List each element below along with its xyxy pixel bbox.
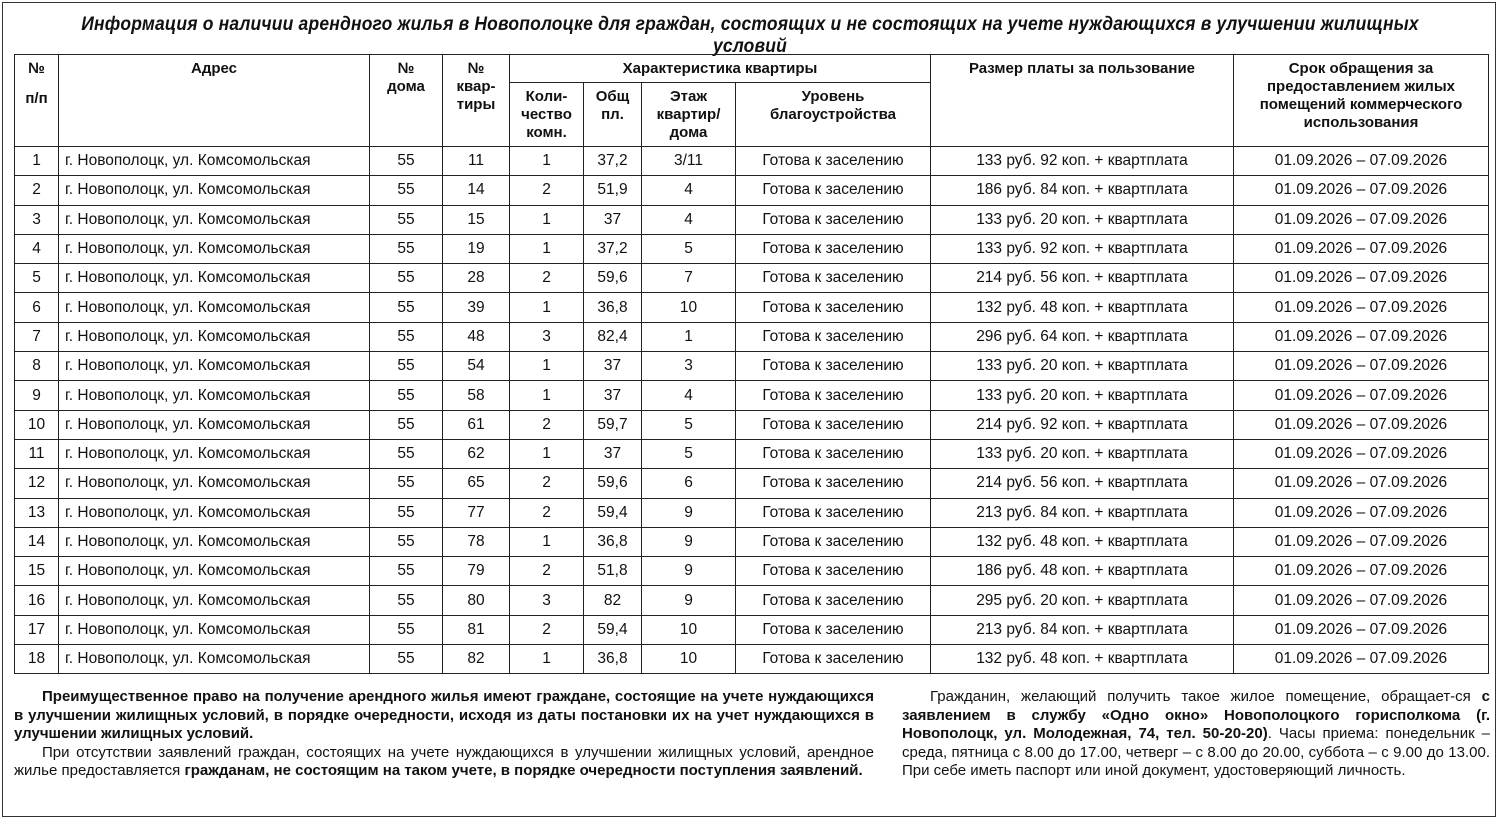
row-number-cell: 9 (15, 381, 59, 410)
address-cell: г. Новополоцк, ул. Комсомольская (59, 557, 370, 586)
rooms-cell: 2 (510, 264, 584, 293)
address-cell: г. Новополоцк, ул. Комсомольская (59, 205, 370, 234)
rooms-cell: 2 (510, 176, 584, 205)
table-row (15, 176, 1489, 205)
area-cell: 82,4 (584, 322, 642, 351)
header-term: Срок обращения за предоставлением жилых помещений коммерческого использования (1234, 55, 1489, 147)
rooms-cell: 1 (510, 293, 584, 322)
floor-cell: 9 (642, 586, 736, 615)
fee-cell: 213 руб. 84 коп. + квартплата (931, 615, 1234, 644)
rooms-cell: 1 (510, 147, 584, 176)
table-row (15, 147, 1489, 176)
amenities-cell: Готова к заселению (736, 293, 931, 322)
floor-cell: 4 (642, 205, 736, 234)
rooms-cell: 2 (510, 557, 584, 586)
header-amenities-level: Уровень благоустройства (736, 83, 931, 147)
address-cell: г. Новополоцк, ул. Комсомольская (59, 176, 370, 205)
area-cell: 59,7 (584, 410, 642, 439)
house-cell: 55 (370, 645, 443, 674)
house-cell: 55 (370, 264, 443, 293)
table-row (15, 645, 1489, 674)
amenities-cell: Готова к заселению (736, 586, 931, 615)
fee-cell: 132 руб. 48 коп. + квартплата (931, 293, 1234, 322)
address-cell: г. Новополоцк, ул. Комсомольская (59, 381, 370, 410)
area-cell: 51,9 (584, 176, 642, 205)
floor-cell: 6 (642, 469, 736, 498)
area-cell: 37 (584, 381, 642, 410)
apartment-cell: 58 (443, 381, 510, 410)
table-row (15, 410, 1489, 439)
amenities-cell: Готова к заселению (736, 147, 931, 176)
house-cell: 55 (370, 176, 443, 205)
floor-cell: 5 (642, 439, 736, 468)
header-apartment-characteristics: Характеристика квартиры (510, 55, 931, 83)
floor-cell: 7 (642, 264, 736, 293)
table-row (15, 234, 1489, 263)
header-address: Адрес (59, 55, 370, 147)
housing-table (14, 54, 1489, 674)
amenities-cell: Готова к заселению (736, 381, 931, 410)
row-number-cell: 10 (15, 410, 59, 439)
house-cell: 55 (370, 527, 443, 556)
fee-cell: 133 руб. 92 коп. + квартплата (931, 147, 1234, 176)
rooms-cell: 2 (510, 498, 584, 527)
table-row (15, 527, 1489, 556)
row-number-cell: 6 (15, 293, 59, 322)
area-cell: 37 (584, 352, 642, 381)
term-cell: 01.09.2026 – 07.09.2026 (1234, 439, 1489, 468)
area-cell: 37,2 (584, 234, 642, 263)
fee-cell: 132 руб. 48 коп. + квартплата (931, 527, 1234, 556)
row-number-cell: 18 (15, 645, 59, 674)
amenities-cell: Готова к заселению (736, 234, 931, 263)
table-row (15, 293, 1489, 322)
row-number-cell: 8 (15, 352, 59, 381)
rooms-cell: 1 (510, 381, 584, 410)
apartment-cell: 81 (443, 615, 510, 644)
term-cell: 01.09.2026 – 07.09.2026 (1234, 352, 1489, 381)
row-number-cell: 11 (15, 439, 59, 468)
fee-cell: 133 руб. 20 коп. + квартплата (931, 381, 1234, 410)
fee-cell: 214 руб. 56 коп. + квартплата (931, 469, 1234, 498)
apartment-cell: 78 (443, 527, 510, 556)
floor-cell: 5 (642, 234, 736, 263)
fee-cell: 213 руб. 84 коп. + квартплата (931, 498, 1234, 527)
apartment-cell: 61 (443, 410, 510, 439)
fee-cell: 186 руб. 84 коп. + квартплата (931, 176, 1234, 205)
rooms-cell: 3 (510, 586, 584, 615)
apartment-cell: 14 (443, 176, 510, 205)
house-cell: 55 (370, 205, 443, 234)
priority-note: Преимущественное право на получение арендного жилья имеют граждане, состоящие на учете нуждающихся в улучшении жилищных условий, в порядке очередности, исходя из даты постановки их на учет нуждающихся в улучшении жилищных условий. (14, 688, 874, 742)
page-title: Информация о наличии арендного жилья в Новополоцке для граждан, состоящих и не состоящих на учете нуждающихся в улучшении жилищных условий (81, 14, 1419, 57)
address-cell: г. Новополоцк, ул. Комсомольская (59, 293, 370, 322)
floor-cell: 10 (642, 293, 736, 322)
rooms-cell: 1 (510, 205, 584, 234)
apartment-cell: 54 (443, 352, 510, 381)
row-number-cell: 5 (15, 264, 59, 293)
area-cell: 59,6 (584, 264, 642, 293)
apartment-cell: 82 (443, 645, 510, 674)
address-cell: г. Новополоцк, ул. Комсомольская (59, 498, 370, 527)
floor-cell: 9 (642, 498, 736, 527)
notes-right (902, 688, 1490, 781)
floor-cell: 5 (642, 410, 736, 439)
fee-cell: 296 руб. 64 коп. + квартплата (931, 322, 1234, 351)
table-row (15, 557, 1489, 586)
area-cell: 36,8 (584, 645, 642, 674)
fee-cell: 133 руб. 92 коп. + квартплата (931, 234, 1234, 263)
amenities-cell: Готова к заселению (736, 264, 931, 293)
house-cell: 55 (370, 586, 443, 615)
house-cell: 55 (370, 352, 443, 381)
apartment-cell: 39 (443, 293, 510, 322)
term-cell: 01.09.2026 – 07.09.2026 (1234, 498, 1489, 527)
fee-cell: 132 руб. 48 коп. + квартплата (931, 645, 1234, 674)
fee-cell: 186 руб. 48 коп. + квартплата (931, 557, 1234, 586)
term-cell: 01.09.2026 – 07.09.2026 (1234, 381, 1489, 410)
amenities-cell: Готова к заселению (736, 615, 931, 644)
area-cell: 37 (584, 439, 642, 468)
address-cell: г. Новополоцк, ул. Комсомольская (59, 147, 370, 176)
house-cell: 55 (370, 469, 443, 498)
term-cell: 01.09.2026 – 07.09.2026 (1234, 293, 1489, 322)
floor-cell: 10 (642, 645, 736, 674)
amenities-cell: Готова к заселению (736, 410, 931, 439)
fee-cell: 133 руб. 20 коп. + квартплата (931, 205, 1234, 234)
header-apartment-number: № квар- тиры (443, 55, 510, 147)
area-cell: 51,8 (584, 557, 642, 586)
area-cell: 36,8 (584, 293, 642, 322)
amenities-cell: Готова к заселению (736, 352, 931, 381)
amenities-cell: Готова к заселению (736, 439, 931, 468)
table-row (15, 615, 1489, 644)
amenities-cell: Готова к заселению (736, 498, 931, 527)
house-cell: 55 (370, 322, 443, 351)
apartment-cell: 28 (443, 264, 510, 293)
address-cell: г. Новополоцк, ул. Комсомольская (59, 264, 370, 293)
house-cell: 55 (370, 147, 443, 176)
area-cell: 37 (584, 205, 642, 234)
table-row (15, 322, 1489, 351)
application-note: Гражданин, желающий получить такое жилое помещение, обращает-ся с заявлением в службу «Одно окно» Новополоцкого горисполкома (г. Новополоцк, ул. Молодежная, 74, тел. 50-20-20). Часы приема: понедельник – среда, пятница с 8.00 до 17.00, четверг – с 8.00 до 20.00, суббота – с 9.00 до 13.00. При себе иметь паспорт или иной документ, удостоверяющий личность. (902, 688, 1490, 779)
header-fee: Размер платы за пользование (931, 55, 1234, 147)
floor-cell: 3 (642, 352, 736, 381)
apartment-cell: 77 (443, 498, 510, 527)
table-row (15, 381, 1489, 410)
area-cell: 82 (584, 586, 642, 615)
floor-cell: 9 (642, 557, 736, 586)
row-number-cell: 3 (15, 205, 59, 234)
rooms-cell: 2 (510, 469, 584, 498)
amenities-cell: Готова к заселению (736, 527, 931, 556)
address-cell: г. Новополоцк, ул. Комсомольская (59, 352, 370, 381)
house-cell: 55 (370, 381, 443, 410)
area-cell: 59,4 (584, 498, 642, 527)
apartment-cell: 11 (443, 147, 510, 176)
rooms-cell: 1 (510, 439, 584, 468)
floor-cell: 9 (642, 527, 736, 556)
address-cell: г. Новополоцк, ул. Комсомольская (59, 469, 370, 498)
address-cell: г. Новополоцк, ул. Комсомольская (59, 234, 370, 263)
row-number-cell: 12 (15, 469, 59, 498)
term-cell: 01.09.2026 – 07.09.2026 (1234, 176, 1489, 205)
term-cell: 01.09.2026 – 07.09.2026 (1234, 234, 1489, 263)
apartment-cell: 19 (443, 234, 510, 263)
apartment-cell: 62 (443, 439, 510, 468)
notes-left (14, 688, 874, 781)
amenities-cell: Готова к заселению (736, 557, 931, 586)
apartment-cell: 65 (443, 469, 510, 498)
row-number-cell: 14 (15, 527, 59, 556)
term-cell: 01.09.2026 – 07.09.2026 (1234, 645, 1489, 674)
address-cell: г. Новополоцк, ул. Комсомольская (59, 410, 370, 439)
term-cell: 01.09.2026 – 07.09.2026 (1234, 527, 1489, 556)
table-row (15, 439, 1489, 468)
header-house-number: № дома (370, 55, 443, 147)
area-cell: 59,6 (584, 469, 642, 498)
floor-cell: 4 (642, 176, 736, 205)
table-row (15, 586, 1489, 615)
term-cell: 01.09.2026 – 07.09.2026 (1234, 557, 1489, 586)
row-number-cell: 7 (15, 322, 59, 351)
row-number-cell: 1 (15, 147, 59, 176)
rooms-cell: 3 (510, 322, 584, 351)
term-cell: 01.09.2026 – 07.09.2026 (1234, 410, 1489, 439)
apartment-cell: 48 (443, 322, 510, 351)
rooms-cell: 1 (510, 352, 584, 381)
table-row (15, 205, 1489, 234)
floor-cell: 4 (642, 381, 736, 410)
floor-cell: 3/11 (642, 147, 736, 176)
row-number-cell: 15 (15, 557, 59, 586)
amenities-cell: Готова к заселению (736, 322, 931, 351)
fee-cell: 133 руб. 20 коп. + квартплата (931, 352, 1234, 381)
term-cell: 01.09.2026 – 07.09.2026 (1234, 264, 1489, 293)
amenities-cell: Готова к заселению (736, 205, 931, 234)
area-cell: 59,4 (584, 615, 642, 644)
address-cell: г. Новополоцк, ул. Комсомольская (59, 615, 370, 644)
area-cell: 36,8 (584, 527, 642, 556)
floor-cell: 1 (642, 322, 736, 351)
fee-cell: 295 руб. 20 коп. + квартплата (931, 586, 1234, 615)
row-number-cell: 2 (15, 176, 59, 205)
row-number-cell: 13 (15, 498, 59, 527)
term-cell: 01.09.2026 – 07.09.2026 (1234, 586, 1489, 615)
term-cell: 01.09.2026 – 07.09.2026 (1234, 615, 1489, 644)
rooms-cell: 1 (510, 645, 584, 674)
house-cell: 55 (370, 439, 443, 468)
row-number-cell: 16 (15, 586, 59, 615)
house-cell: 55 (370, 234, 443, 263)
house-cell: 55 (370, 615, 443, 644)
term-cell: 01.09.2026 – 07.09.2026 (1234, 147, 1489, 176)
term-cell: 01.09.2026 – 07.09.2026 (1234, 469, 1489, 498)
header-rooms: Коли- чество комн. (510, 83, 584, 147)
rooms-cell: 1 (510, 234, 584, 263)
rooms-cell: 1 (510, 527, 584, 556)
house-cell: 55 (370, 410, 443, 439)
amenities-cell: Готова к заселению (736, 176, 931, 205)
table-row (15, 469, 1489, 498)
address-cell: г. Новополоцк, ул. Комсомольская (59, 322, 370, 351)
header-row-number: № п/п (15, 55, 59, 147)
house-cell: 55 (370, 498, 443, 527)
table-row (15, 498, 1489, 527)
address-cell: г. Новополоцк, ул. Комсомольская (59, 586, 370, 615)
rooms-cell: 2 (510, 615, 584, 644)
term-cell: 01.09.2026 – 07.09.2026 (1234, 322, 1489, 351)
house-cell: 55 (370, 557, 443, 586)
house-cell: 55 (370, 293, 443, 322)
row-number-cell: 4 (15, 234, 59, 263)
floor-cell: 10 (642, 615, 736, 644)
fee-cell: 214 руб. 92 коп. + квартплата (931, 410, 1234, 439)
table-row (15, 352, 1489, 381)
apartment-cell: 80 (443, 586, 510, 615)
amenities-cell: Готова к заселению (736, 645, 931, 674)
address-cell: г. Новополоцк, ул. Комсомольская (59, 645, 370, 674)
row-number-cell: 17 (15, 615, 59, 644)
apartment-cell: 79 (443, 557, 510, 586)
table-body (15, 147, 1489, 674)
header-floor: Этаж квартир/ дома (642, 83, 736, 147)
header-area: Общ пл. (584, 83, 642, 147)
fee-cell: 214 руб. 56 коп. + квартплата (931, 264, 1234, 293)
table-row (15, 264, 1489, 293)
address-cell: г. Новополоцк, ул. Комсомольская (59, 527, 370, 556)
address-cell: г. Новополоцк, ул. Комсомольская (59, 439, 370, 468)
fee-cell: 133 руб. 20 коп. + квартплата (931, 439, 1234, 468)
fallback-note: При отсутствии заявлений граждан, состоящих на учете нуждающихся в улучшении жилищных условий, арендное жилье предоставляется гражданам, не состоящим на таком учете, в порядке очередности поступления заявлений. (14, 743, 874, 779)
apartment-cell: 15 (443, 205, 510, 234)
rooms-cell: 2 (510, 410, 584, 439)
term-cell: 01.09.2026 – 07.09.2026 (1234, 205, 1489, 234)
amenities-cell: Готова к заселению (736, 469, 931, 498)
area-cell: 37,2 (584, 147, 642, 176)
